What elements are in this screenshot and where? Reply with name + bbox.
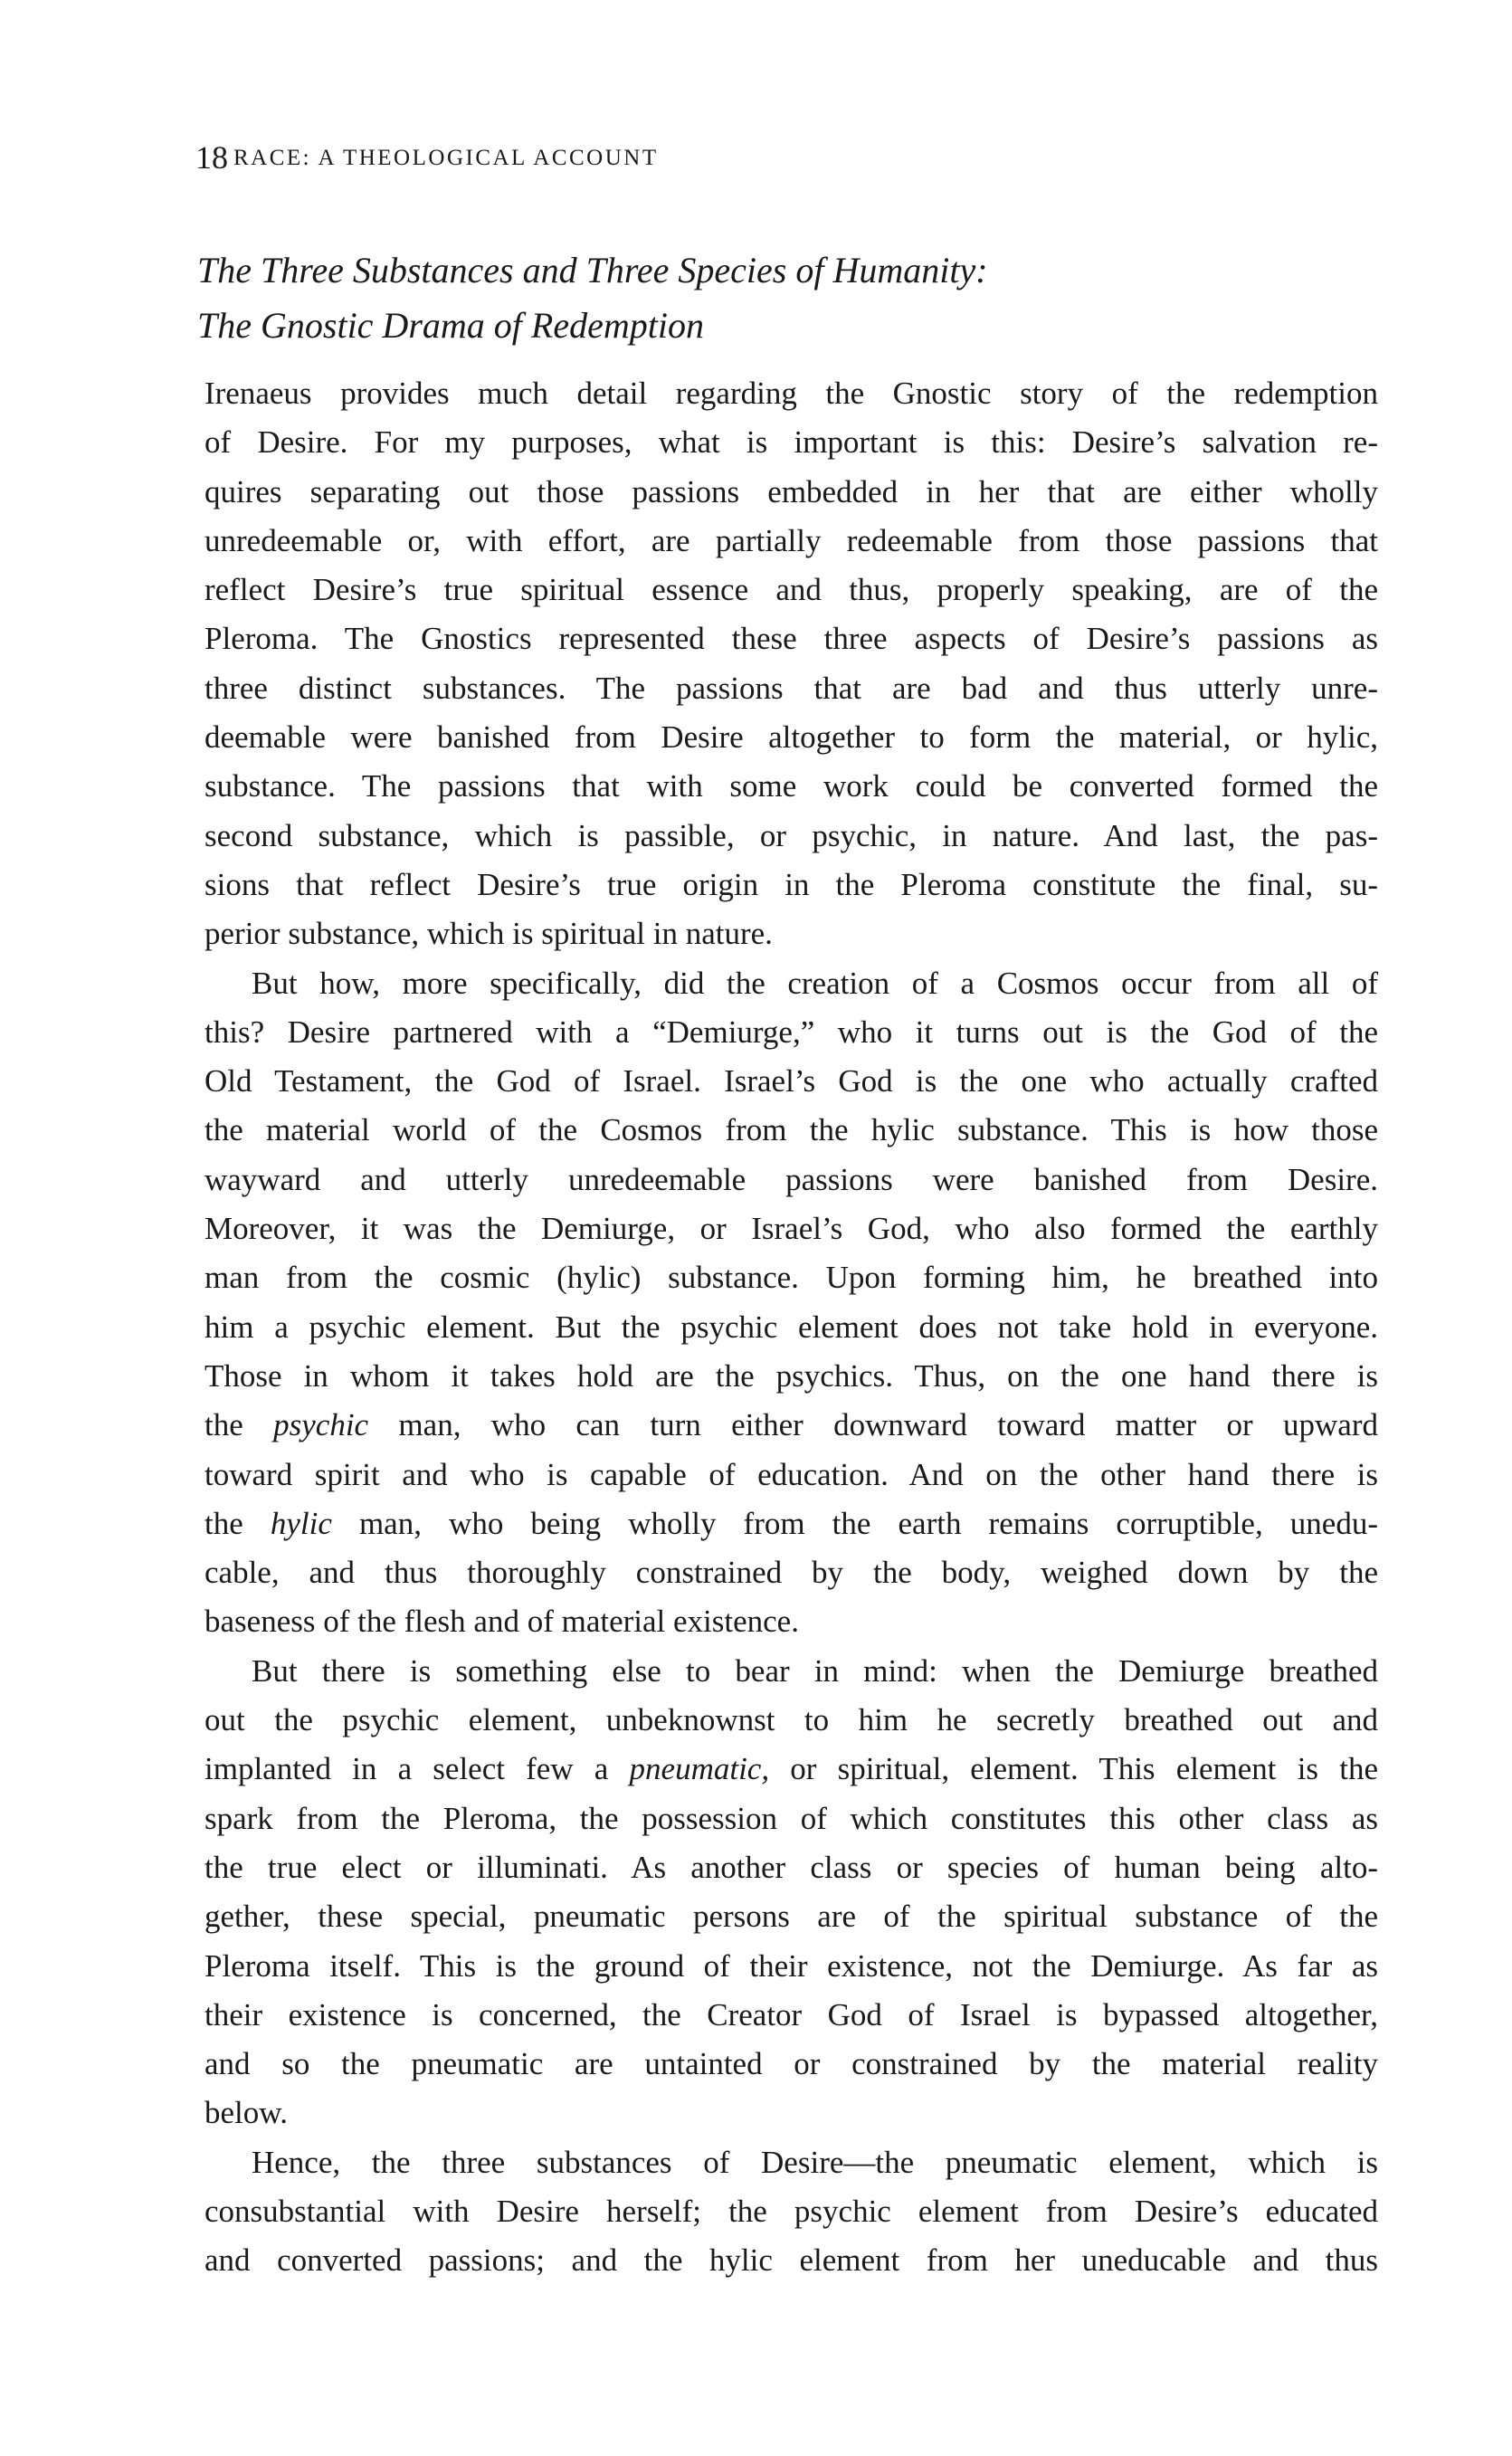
- text-line: Pleroma. The Gnostics represented these three aspects of Desire’s passions as: [204, 621, 1378, 657]
- text-line: cable, and thus thoroughly constrained by the body, weighed down by the: [204, 1555, 1378, 1591]
- italic-term: psychic: [273, 1407, 369, 1443]
- text-line: toward spirit and who is capable of education. And on the other hand there is: [204, 1456, 1378, 1492]
- text-line: sions that reflect Desire’s true origin in the Pleroma constitute the final, su-: [204, 866, 1378, 902]
- body-text: [204, 369, 1378, 2286]
- text-line: [204, 1401, 1378, 1450]
- text-line: below.: [204, 2095, 289, 2131]
- section-title: [197, 243, 988, 353]
- text-line: Moreover, it was the Demiurge, or Israel’s God, who also formed the earthly: [204, 1211, 1378, 1247]
- text-line: three distinct substances. The passions that are bad and thus utterly unre-: [204, 670, 1378, 706]
- text-line: out the psychic element, unbeknownst to him he secretly breathed out and: [204, 1702, 1378, 1738]
- text-line: Those in whom it takes hold are the psychics. Thus, on the one hand there is: [204, 1357, 1378, 1394]
- italic-term: pneumatic,: [629, 1751, 770, 1787]
- text-line: this? Desire partnered with a “Demiurge,” who it turns out is the God of the: [204, 1014, 1378, 1050]
- text-line: and converted passions; and the hylic element from her uneducable and thus: [204, 2242, 1378, 2279]
- text-line: Irenaeus provides much detail regarding the Gnostic story of the redemption: [204, 376, 1378, 411]
- text-line: [204, 1745, 1378, 1794]
- text-segment: man, who can turn either downward toward matter or upward: [368, 1407, 1378, 1443]
- paragraph: [204, 2138, 1378, 2286]
- text-line: quires separating out those passions embedded in her that are either wholly: [204, 473, 1378, 509]
- text-line: But how, more specifically, did the creation of a Cosmos occur from all of: [252, 965, 1378, 1001]
- text-line: him a psychic element. But the psychic element does not take hold in everyone.: [204, 1309, 1378, 1345]
- text-line: But there is something else to bear in mind: when the Demiurge breathed: [252, 1652, 1378, 1689]
- italic-term: hylic: [270, 1505, 332, 1541]
- text-line: perior substance, which is spiritual in nature.: [204, 916, 773, 952]
- text-line: substance. The passions that with some work could be converted formed the: [204, 768, 1378, 804]
- text-line: baseness of the flesh and of material existence.: [204, 1604, 799, 1640]
- text-line: wayward and utterly unredeemable passions were banished from Desire.: [204, 1161, 1378, 1197]
- text-segment: the: [204, 1505, 271, 1541]
- section-title-line: The Gnostic Drama of Redemption: [197, 305, 704, 346]
- text-segment: or spiritual, element. This element is the: [769, 1751, 1378, 1787]
- text-line: and so the pneumatic are untainted or constrained by the material reality: [204, 2046, 1378, 2082]
- page-number: 18: [195, 139, 228, 176]
- text-line: reflect Desire’s true spiritual essence and thus, properly speaking, are of the: [204, 572, 1378, 608]
- text-line: [204, 1499, 1378, 1548]
- text-line: gether, these special, pneumatic persons are of the spiritual substance of the: [204, 1899, 1378, 1935]
- paragraph: [204, 369, 1378, 959]
- text-line: of Desire. For my purposes, what is important is this: Desire’s salvation re-: [204, 424, 1378, 461]
- text-line: second substance, which is passible, or psychic, in nature. And last, the pas-: [204, 817, 1378, 853]
- text-segment: man, who being wholly from the earth remains corruptible, unedu-: [331, 1505, 1378, 1541]
- text-line: consubstantial with Desire herself; the psychic element from Desire’s educated: [204, 2193, 1378, 2229]
- text-line: Pleroma itself. This is the ground of their existence, not the Demiurge. As far as: [204, 1947, 1378, 1984]
- text-line: the true elect or illuminati. As another class or species of human being alto-: [204, 1849, 1378, 1885]
- text-line: Old Testament, the God of Israel. Israel’s God is the one who actually crafted: [204, 1063, 1378, 1099]
- running-title: RACE: A THEOLOGICAL ACCOUNT: [233, 146, 659, 170]
- text-line: spark from the Pleroma, the possession of which constitutes this other class as: [204, 1800, 1378, 1836]
- text-line: man from the cosmic (hylic) substance. Upon forming him, he breathed into: [204, 1260, 1378, 1296]
- section-title-line: The Three Substances and Three Species of Humanity:: [197, 250, 988, 290]
- text-segment: the: [204, 1407, 274, 1443]
- paragraph: [204, 1647, 1378, 2138]
- text-segment: implanted in a select few a: [204, 1751, 630, 1787]
- text-line: unredeemable or, with effort, are partially redeemable from those passions that: [204, 522, 1378, 558]
- text-line: the material world of the Cosmos from the hylic substance. This is how those: [204, 1112, 1378, 1148]
- text-line: deemable were banished from Desire altogether to form the material, or hylic,: [204, 719, 1378, 756]
- text-line: Hence, the three substances of Desire—the pneumatic element, which is: [252, 2144, 1378, 2180]
- paragraph: [204, 959, 1378, 1647]
- text-line: their existence is concerned, the Creator God of Israel is bypassed altogether,: [204, 1996, 1378, 2032]
